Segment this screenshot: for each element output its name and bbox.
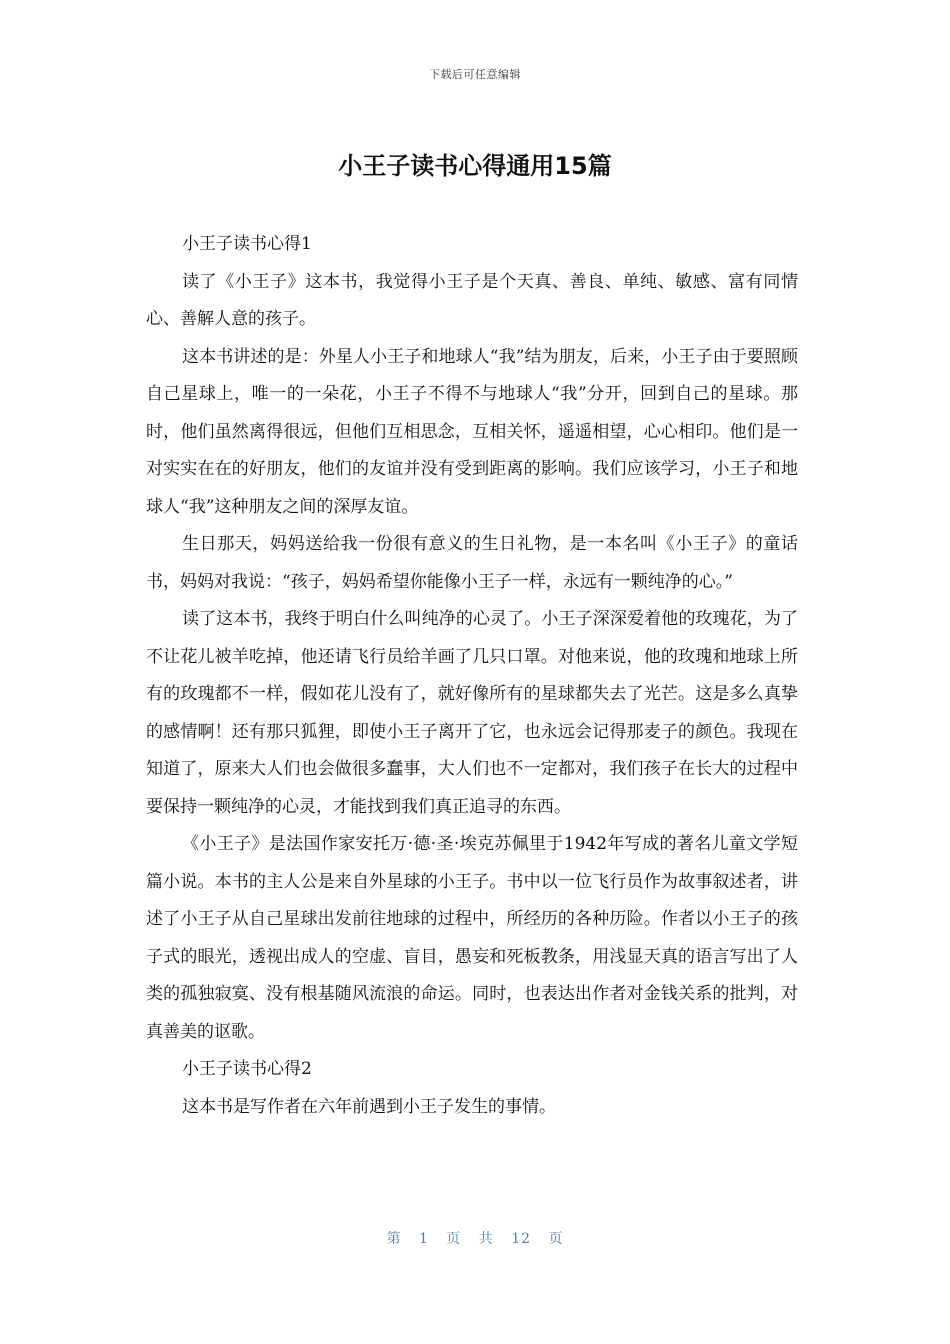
page-number: 第 1 页 共 12 页 xyxy=(386,1231,564,1247)
section-heading-2: 小王子读书心得2 xyxy=(182,1059,312,1079)
paragraph: 这本书讲述的是：外星人小王子和地球人“我”结为朋友，后来，小王子由于要照顾自己星球上，唯一的一朵花，小王子不得不与地球人“我”分开，回到自己的星球。那时，他们虽然离得很远，但他们互相思念，互相关怀，遥遥相望，心心相印。他们是一对实实在在的好朋友，他们的友谊并没有受到距离的影响。我们应该学习，小王子和地球人“我”这种朋友之间的深厚友谊。 xyxy=(146,346,798,517)
document-body xyxy=(146,226,798,1126)
document-title: 小王子读书心得通用15篇 xyxy=(338,152,612,180)
paragraph: 生日那天，妈妈送给我一份很有意义的生日礼物，是一本名叫《小王子》的童话书，妈妈对我说：“孩子，妈妈希望你能像小王子一样，永远有一颗纯净的心。” xyxy=(146,534,798,592)
paragraph: 读了《小王子》这本书，我觉得小王子是个天真、善良、单纯、敏感、富有同情心、善解人意的孩子。 xyxy=(146,271,798,329)
section-heading-1: 小王子读书心得1 xyxy=(182,234,312,254)
paragraph: 《小王子》是法国作家安托万·德·圣·埃克苏佩里于1942年写成的著名儿童文学短篇小说。本书的主人公是来自外星球的小王子。书中以一位飞行员作为故事叙述者，讲述了小王子从自己星球出发前往地球的过程中，所经历的各种历险。作者以小王子的孩子式的眼光，透视出成人的空虚、盲目，愚妄和死板教条，用浅显天真的语言写出了人类的孤独寂寞、没有根基随风流浪的命运。同时，也表达出作者对金钱关系的批判，对真善美的讴歌。 xyxy=(146,834,798,1042)
paragraph: 读了这本书，我终于明白什么叫纯净的心灵了。小王子深深爱着他的玫瑰花，为了不让花儿被羊吃掉，他还请飞行员给羊画了几只口罩。对他来说，他的玫瑰和地球上所有的玫瑰都不一样，假如花儿没有了，就好像所有的星球都失去了光芒。这是多么真挚的感情啊！还有那只狐狸，即使小王子离开了它，也永远会记得那麦子的颜色。我现在知道了，原来大人们也会做很多蠢事，大人们也不一定都对，我们孩子在长大的过程中要保持一颗纯净的心灵，才能找到我们真正追寻的东西。 xyxy=(146,609,798,817)
header-note: 下载后可任意编辑 xyxy=(429,68,521,81)
paragraph: 这本书是写作者在六年前遇到小王子发生的事情。 xyxy=(182,1096,556,1117)
